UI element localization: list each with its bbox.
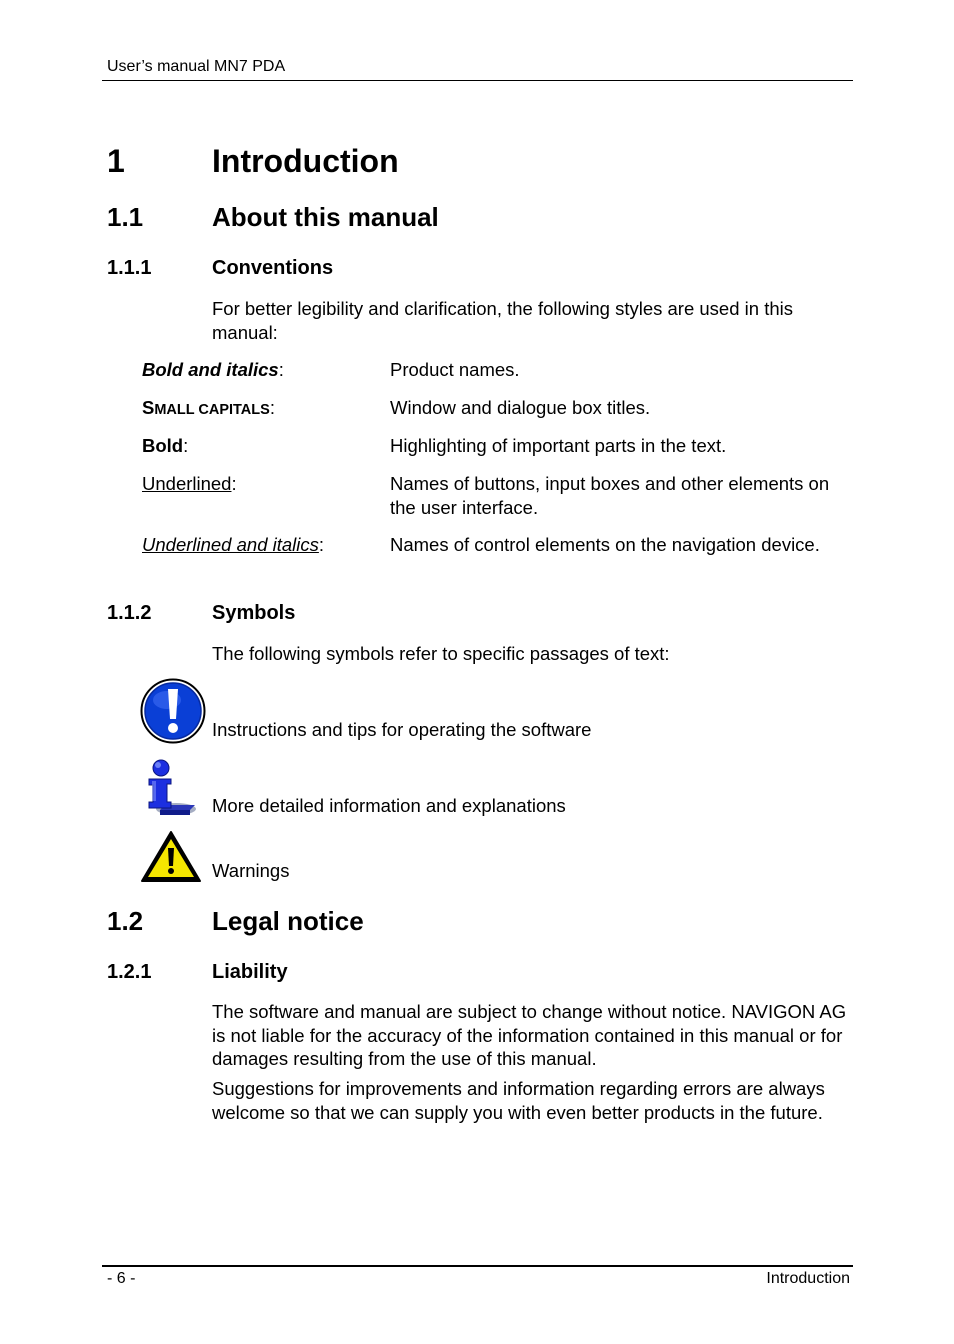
info-person-icon — [140, 758, 200, 820]
footer-rule — [102, 1265, 853, 1267]
convention-label-bold-italics: Bold and italics: — [142, 359, 284, 380]
liability-paragraph-1: The software and manual are subject to change without notice. NAVIGON AG is not liable for the accuracy of the information contained in this manual or for damages resulting from the use of this manual. — [212, 1001, 847, 1069]
symbol-text-instructions: Instructions and tips for operating the software — [212, 719, 592, 740]
header-rule — [102, 80, 853, 81]
convention-desc-underlined-italics: Names of control elements on the navigation device. — [390, 534, 820, 555]
subsection-title-liability: Liability — [212, 961, 288, 983]
subsection-title-conventions: Conventions — [212, 257, 334, 279]
convention-desc-bold-italics: Product names. — [390, 359, 520, 380]
convention-label-underlined: Underlined: — [142, 473, 237, 494]
symbols-intro: The following symbols refer to specific passages of text: — [212, 643, 670, 664]
convention-desc-small-caps: Window and dialogue box titles. — [390, 397, 651, 418]
footer-section: Introduction — [766, 1270, 850, 1287]
running-header: User’s manual MN7 PDA — [107, 58, 286, 75]
convention-desc-underlined: Names of buttons, input boxes and other elements on the user interface. — [390, 473, 830, 518]
section-number-1-2: 1.2 — [107, 906, 144, 936]
section-number-1-1: 1.1 — [107, 202, 144, 232]
convention-label-bold: Bold: — [142, 435, 189, 456]
page-number: - 6 - — [107, 1270, 136, 1287]
liability-paragraph-2: Suggestions for improvements and information regarding errors are always welcome so that we can supply you with even better products in the future. — [212, 1078, 825, 1123]
symbol-text-warnings: Warnings — [212, 860, 290, 881]
subsection-title-symbols: Symbols — [212, 602, 296, 624]
subsection-number-1-2-1: 1.2.1 — [107, 961, 152, 983]
convention-desc-bold: Highlighting of important parts in the text. — [390, 435, 727, 456]
warning-icon — [140, 830, 202, 884]
chapter-number: 1 — [107, 143, 125, 179]
subsection-number-1-1-1: 1.1.1 — [107, 257, 152, 279]
exclamation-icon — [140, 678, 206, 744]
section-title-1-2: Legal notice — [212, 906, 364, 936]
convention-label-small-caps: SMALL CAPITALS: — [142, 397, 275, 418]
section-title-1-1: About this manual — [212, 202, 439, 232]
chapter-title: Introduction — [212, 143, 399, 179]
conventions-intro: For better legibility and clarification, the following styles are used in this manual: — [212, 298, 793, 343]
symbol-text-information: More detailed information and explanations — [212, 795, 566, 816]
convention-label-underlined-italics: Underlined and italics: — [142, 534, 325, 555]
subsection-number-1-1-2: 1.1.2 — [107, 602, 152, 624]
